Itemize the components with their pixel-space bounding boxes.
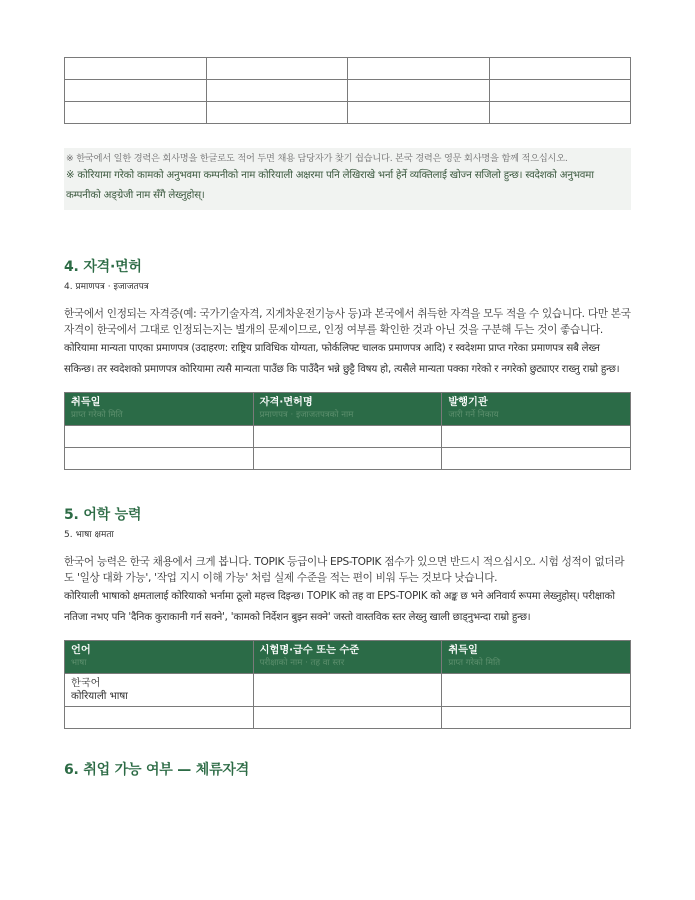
table-cell[interactable] <box>253 426 442 448</box>
column-header-test-level <box>253 641 442 674</box>
section-5-paragraph-nepali: कोरियाली भाषाको क्षमतालाई कोरियाको भर्नामा ठूलो महत्त्व दिइन्छ। TOPIK को तह वा EPS-TOPIK को अङ्क छ भने अनिवार्य रूपमा लेख्नुहोस्। परीक्षाको नतिजा नभए पनि 'दैनिक कुराकानी गर्न सक्ने', 'कामको निर्देशन बुझ्न सक्ने' जस्तो वास्तविक स्तर लेख्नु खाली छाड्नुभन्दा राम्रो हुन्छ। <box>64 591 615 623</box>
career-note-korean: ※ 한국에서 일한 경력은 회사명을 한글로도 적어 두면 채용 담당자가 찾기 쉽습니다. 본국 경력은 영문 회사명을 함께 적으십시오. <box>66 153 568 164</box>
column-header-label: 자격·면허명 <box>259 397 313 408</box>
career-table <box>64 57 631 124</box>
section-4-paragraph-nepali: कोरियामा मान्यता पाएका प्रमाणपत्र (उदाहरण: राष्ट्रिय प्राविधिक योग्यता, फोर्कलिफ्ट चालक प्रमाणपत्र आदि) र स्वदेशमा प्राप्त गरेका प्रमाणपत्र सबै लेख्न सकिन्छ। तर स्वदेशको प्रमाणपत्र कोरियामा त्यसै मान्यता पाउँछ कि पाउँदैन भन्ने छुट्टै विषय हो, त्यसैले मान्यता पक्का गरेको र नगरेको छुट्याएर राख्नु राम्रो हुन्छ। <box>64 343 620 375</box>
table-row <box>65 674 631 707</box>
table-cell[interactable] <box>65 707 254 729</box>
section-5-paragraph-korean: 한국어 능력은 한국 채용에서 크게 봅니다. TOPIK 등급이나 EPS-TOPIK 점수가 있으면 반드시 적으십시오. 시험 성적이 없더라도 '일상 대화 가능', '작업 지시 이해 가능' 처럼 실제 수준을 적는 편이 비워 두는 것보다 낫습니다. <box>64 556 625 584</box>
table-cell[interactable] <box>65 102 207 124</box>
column-header-issuer <box>442 393 631 426</box>
table-row <box>65 426 631 448</box>
table-row <box>65 707 631 729</box>
section-6-title: 6. 취업 가능 여부 — 체류자격 <box>64 762 250 778</box>
table-cell[interactable] <box>489 58 631 80</box>
table-cell[interactable] <box>253 707 442 729</box>
column-header-label: 시험명·급수 또는 수준 <box>259 645 360 656</box>
table-cell[interactable] <box>206 102 348 124</box>
language-nepali-label: कोरियाली भाषा <box>71 691 128 702</box>
table-header-row <box>65 641 631 674</box>
table-cell[interactable] <box>489 102 631 124</box>
table-cell[interactable] <box>65 80 207 102</box>
column-header-language <box>65 641 254 674</box>
language-table <box>64 640 631 729</box>
table-row <box>65 80 631 102</box>
document-page <box>64 57 631 779</box>
column-header-certificate-name <box>253 393 442 426</box>
table-cell[interactable] <box>442 448 631 470</box>
table-cell[interactable] <box>206 80 348 102</box>
column-header-label: 언어 <box>71 645 91 656</box>
column-header-sub-label: परीक्षाको नाम · तह वा स्तर <box>259 658 345 668</box>
column-header-sub-label: प्राप्त गरेको मिति <box>71 410 123 420</box>
table-cell[interactable] <box>442 674 631 707</box>
table-row <box>65 58 631 80</box>
table-cell[interactable] <box>253 674 442 707</box>
section-5-title: 5. 어학 능력 <box>64 507 142 523</box>
table-cell[interactable] <box>253 448 442 470</box>
section-4-subtitle: 4. प्रमाणपत्र · इजाजतपत्र <box>64 282 149 292</box>
language-korean-label: 한국어 <box>71 678 101 689</box>
column-header-label: 취득일 <box>71 397 101 408</box>
table-cell[interactable] <box>442 707 631 729</box>
section-5-subtitle: 5. भाषा क्षमता <box>64 530 114 540</box>
column-header-sub-label: प्रमाणपत्र · इजाजतपत्रको नाम <box>259 410 354 420</box>
table-cell[interactable] <box>442 426 631 448</box>
column-header-sub-label: प्राप्त गरेको मिति <box>448 658 501 668</box>
section-4-paragraph-korean: 한국에서 인정되는 자격증(예: 국가기술자격, 지게차운전기능사 등)과 본국에서 취득한 자격을 모두 적을 수 있습니다. 다만 본국 자격이 한국에서 그대로 인정되는지는 별개의 문제이므로, 인정 여부를 확인한 것과 아닌 것을 구분해 두는 것이 좋습니다. <box>64 308 631 336</box>
career-note <box>64 148 631 210</box>
table-cell[interactable] <box>348 102 490 124</box>
column-header-label: 발행기관 <box>448 397 488 408</box>
column-header-date <box>442 641 631 674</box>
section-4-title: 4. 자격·면허 <box>64 259 142 275</box>
table-row <box>65 102 631 124</box>
table-cell[interactable] <box>348 58 490 80</box>
table-row <box>65 448 631 470</box>
table-cell[interactable] <box>65 448 254 470</box>
table-cell-language[interactable] <box>65 674 254 707</box>
column-header-label: 취득일 <box>448 645 478 656</box>
table-header-row <box>65 393 631 426</box>
career-note-nepali: ※ कोरियामा गरेको कामको अनुभवमा कम्पनीको नाम कोरियाली अक्षरमा पनि लेखिराखे भर्ना हेर्ने व्यक्तिलाई खोज्न सजिलो हुन्छ। स्वदेशको अनुभवमा कम्पनीको अङ्ग्रेजी नाम सँगै लेख्नुहोस्। <box>66 170 594 201</box>
table-cell[interactable] <box>489 80 631 102</box>
table-cell[interactable] <box>65 426 254 448</box>
column-header-date <box>65 393 254 426</box>
certificates-table <box>64 392 631 470</box>
table-cell[interactable] <box>206 58 348 80</box>
column-header-sub-label: जारी गर्ने निकाय <box>448 410 499 420</box>
table-cell[interactable] <box>348 80 490 102</box>
column-header-sub-label: भाषा <box>71 658 87 668</box>
table-cell[interactable] <box>65 58 207 80</box>
